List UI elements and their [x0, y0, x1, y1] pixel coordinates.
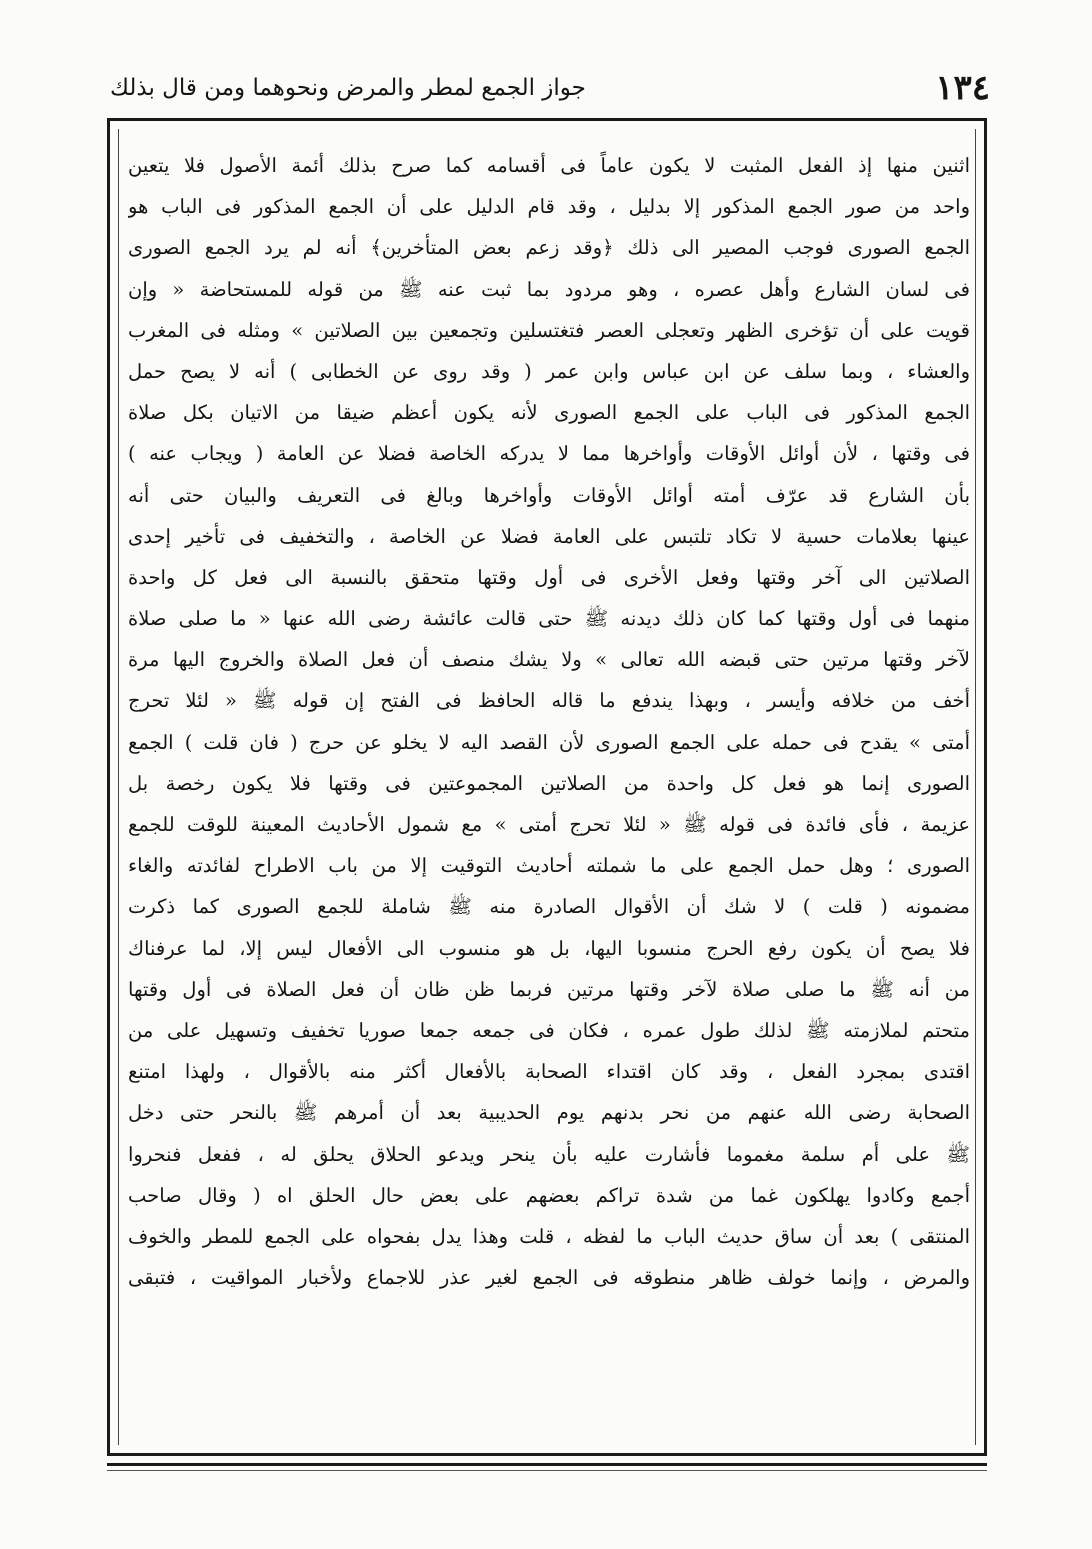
bottom-rule [107, 1463, 987, 1466]
text-line: فى وقتها ، لأن أوائل الأوقات وأواخرها مما لا يدركه الخاصة فضلا عن العامة ( ويجاب عنه ) [128, 442, 970, 466]
text-line: والمرض ، وإنما خولف ظاهر منطوقه فى الجمع لغير عذر للاجماع ولأخبار المواقيت ، فتبقى [128, 1266, 970, 1290]
text-line: الصلاتين الى آخر وقتها وفعل الأخرى فى أول وقتها متحقق بالنسبة الى فعل كل واحدة [128, 565, 970, 589]
text-line: ﷺ على أم سلمة مغموما فأشارت عليه بأن ينحر ويدعو الحلاق يحلق له ، ففعل فنحروا [128, 1142, 970, 1166]
text-line: مضمونه ( قلت ) لا شك أن الأقوال الصادرة منه ﷺ شاملة للجمع الصورى كما ذكرت [128, 895, 970, 919]
text-line: والعشاء ، وبما سلف عن ابن عباس وابن عمر ( وقد روى عن الخطابى ) أنه لا يصح حمل [128, 359, 970, 383]
text-line: واحد من صور الجمع المذكور إلا بدليل ، وقد قام الدليل على أن الجمع المذكور فى الباب هو [128, 195, 970, 219]
text-line: الصورى إنما هو فعل كل واحدة من الصلاتين المجموعتين فى وقتها فلا يكون رخصة بل [128, 771, 970, 795]
text-line: اقتدى بمجرد الفعل ، وقد كان اقتداء الصحابة بالأفعال أكثر منه بالأقوال ، ولهذا امتنع [128, 1060, 970, 1084]
body-text [128, 145, 970, 1298]
text-line: فى لسان الشارع وأهل عصره ، وهو مردود بما ثبت عنه ﷺ من قوله للمستحاضة « وإن [128, 277, 970, 301]
text-line: الجمع المذكور فى الباب على الجمع الصورى لأنه يكون أعظم ضيقا من الاتيان بكل صلاة [128, 401, 970, 425]
text-line: عينها بعلامات حسية لا تكاد تلتبس على العامة فضلا عن الخاصة ، والتخفيف فى تأخير إحدى [128, 524, 970, 548]
text-line: أخف من خلافه وأيسر ، وبهذا يندفع ما قاله الحافظ فى الفتح إن قوله ﷺ « لئلا تحرج [128, 689, 970, 713]
text-line: متحتم لملازمته ﷺ لذلك طول عمره ، فكان فى جمعه جمعا صوريا تخفيف وتسهيل على من [128, 1018, 970, 1042]
bottom-rule-secondary [107, 1470, 987, 1471]
text-line: أجمع وكادوا يهلكون غما من شدة تراكم بعضهم على بعض حال الحلق اه ( وقال صاحب [128, 1183, 970, 1207]
text-line: اثنين منها إذ الفعل المثبت لا يكون عاماً فى أقسامه كما صرح بذلك أئمة الأصول فلا يتعين [128, 154, 970, 177]
text-line: قويت على أن تؤخرى الظهر وتعجلى العصر فتغتسلين وتجمعين بين الصلاتين » ومثله فى المغرب [128, 318, 970, 342]
text-line: المنتقى ) بعد أن ساق حديث الباب ما لفظه ، قلت وهذا يدل بفحواه على الجمع للمطر والخوف [128, 1224, 970, 1248]
text-line: الجمع الصورى فوجب المصير الى ذلك ﴿وقد زعم بعض المتأخرين﴾ أنه لم يرد الجمع الصورى [128, 236, 970, 260]
text-line: بأن الشارع قد عرّف أمته أوائل الأوقات وأواخرها وبالغ فى التعريف والبيان حتى أنه [128, 483, 970, 507]
text-line: من أنه ﷺ ما صلى صلاة لآخر وقتها مرتين فربما ظن ظان أن فعل الصلاة فى أول وقتها [128, 977, 970, 1001]
text-line: لآخر وقتها مرتين حتى قبضه الله تعالى » ولا يشك منصف أن فعل الصلاة والخروج اليها مرة [128, 648, 970, 672]
text-line: أمتى » يقدح فى حمله على الجمع الصورى لأن القصد اليه لا يخلو عن حرج ( فان قلت ) الجمع [128, 730, 970, 754]
page-header [110, 62, 990, 114]
page-number: ١٣٤ [935, 68, 990, 108]
running-title: جواز الجمع لمطر والمرض ونحوهما ومن قال بذلك [110, 75, 586, 101]
text-line: منهما فى أول وقتها كما كان ذلك ديدنه ﷺ حتى قالت عائشة رضى الله عنها « ما صلى صلاة [128, 607, 970, 631]
text-line: عزيمة ، فأى فائدة فى قوله ﷺ « لئلا تحرج أمتى » مع شمول الأحاديث المعينة للوقت للجمع [128, 813, 970, 836]
text-line: الصحابة رضى الله عنهم من نحر بدنهم يوم الحديبية بعد أن أمرهم ﷺ بالنحر حتى دخل [128, 1101, 970, 1125]
text-line: الصورى ؛ وهل حمل الجمع على ما شملته أحاديث التوقيت إلا من باب الاطراح لفائدته والغاء [128, 854, 970, 878]
text-line: فلا يصح أن يكون رفع الحرج منسوبا اليها، بل هو منسوب الى الأفعال ليس إلا، لما عرفناك [128, 936, 970, 960]
